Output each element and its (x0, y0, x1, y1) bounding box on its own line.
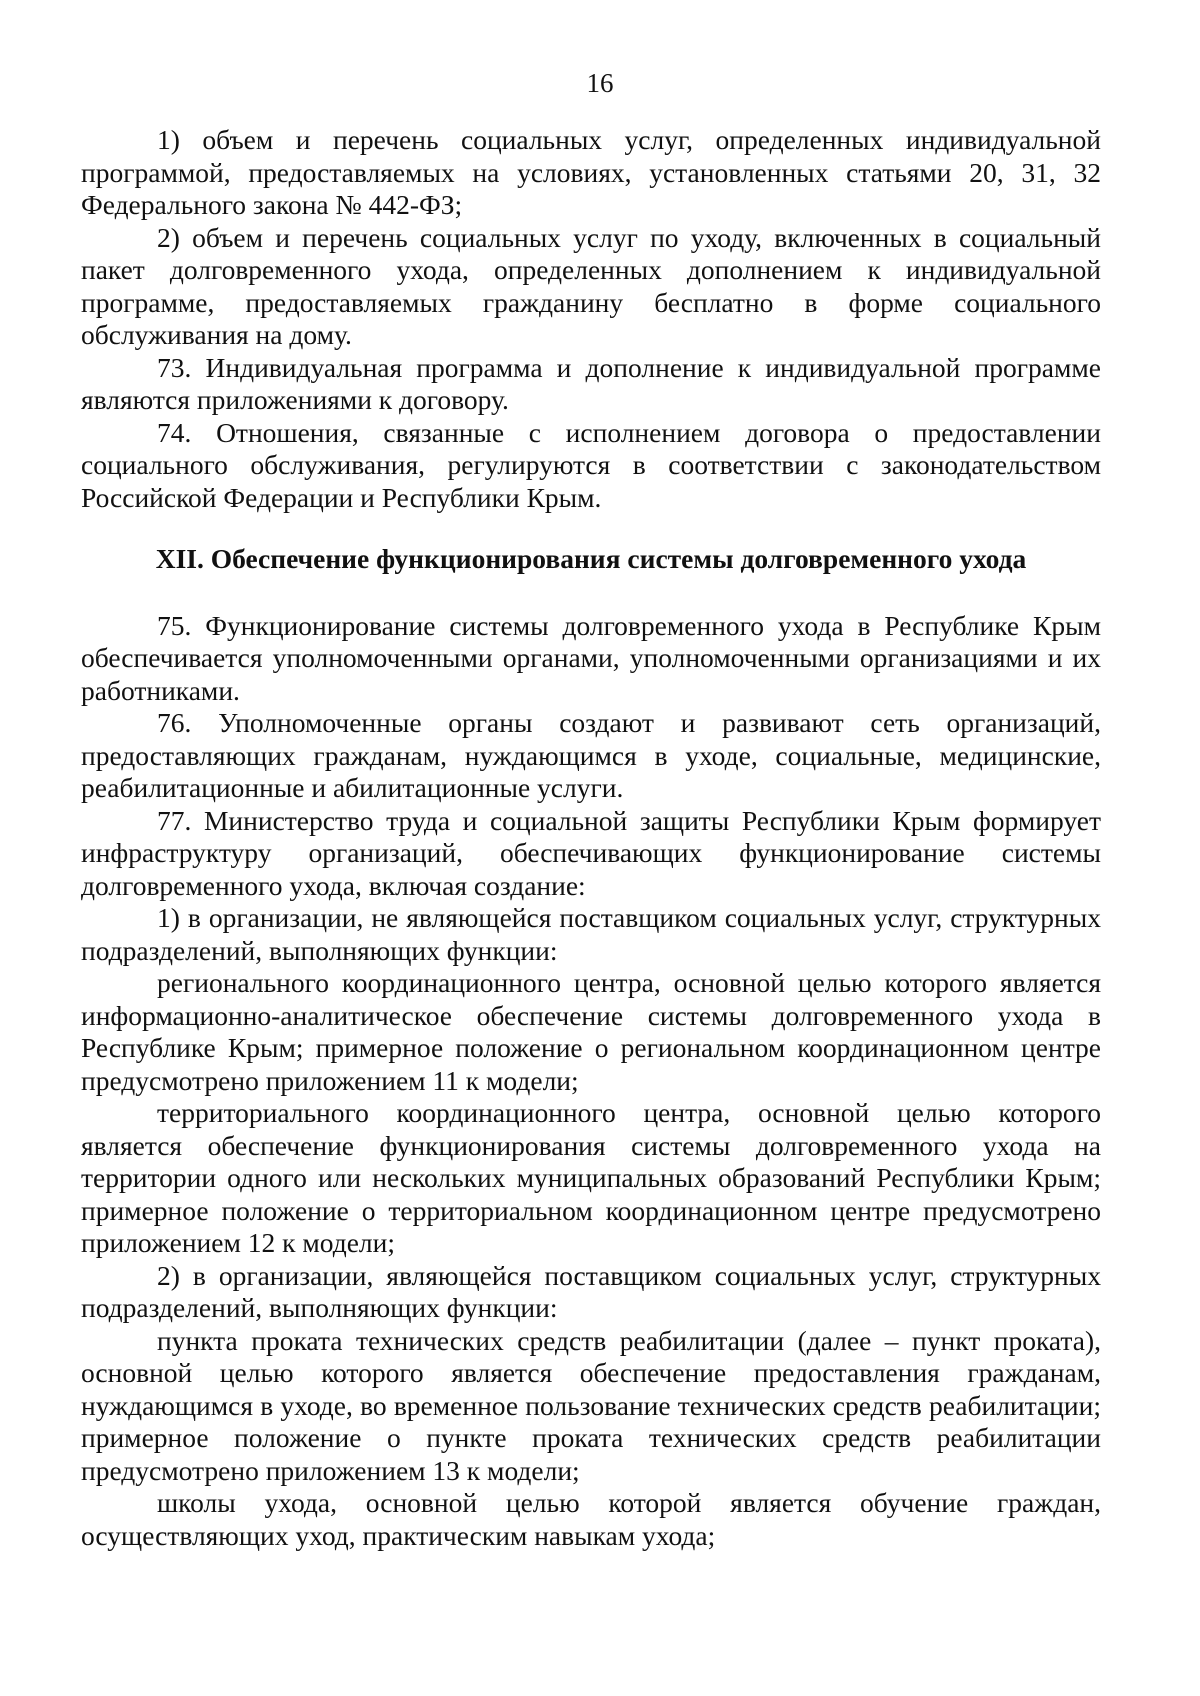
section-heading: XII. Обеспечение функционирования системы долговременного ухода (155, 543, 1027, 574)
paragraph-regional-center: регионального координационного центра, основной целью которого является информационно-аналитическое обеспечение системы долговременного ухода в Республике Крым; примерное положение о региональном координационном центре предусмотрено приложением 11 к модели; (81, 967, 1101, 1096)
page-number: 16 (586, 68, 614, 98)
paragraph-item-1: 1) объем и перечень социальных услуг, определенных индивидуальной программой, предоставляемых на условиях, установленных статьями 20, 31, 32 Федерального закона № 442-ФЗ; (81, 124, 1101, 220)
paragraph-77-item-2: 2) в организации, являющейся поставщиком социальных услуг, структурных подразделений, выполняющих функции: (81, 1259, 1101, 1323)
paragraph-care-school: школы ухода, основной целью которой является обучение граждан, осуществляющих уход, практическим навыкам ухода; (81, 1487, 1101, 1551)
document-body (81, 124, 1101, 1552)
paragraph-74: 74. Отношения, связанные с исполнением договора о предоставлении социального обслуживания, регулируются в соответствии с законодательством Российской Федерации и Республики Крым. (81, 416, 1101, 513)
paragraph-75: 75. Функционирование системы долговременного ухода в Республике Крым обеспечивается уполномоченными органами, уполномоченными организациями и их работниками. (81, 609, 1101, 706)
paragraph-76: 76. Уполномоченные органы создают и развивают сеть организаций, предоставляющих гражданам, нуждающимся в уходе, социальные, медицинские, реабилитационные и абилитационные услуги. (81, 707, 1101, 803)
paragraph-rental-point: пункта проката технических средств реабилитации (далее – пункт проката), основной целью которого является обеспечение предоставления гражданам, нуждающимся в уходе, во временное пользование технических средств реабилитации; примерное положение о пункте проката технических средств реабилитации предусмотрено приложением 13 к модели; (81, 1324, 1101, 1486)
paragraph-77-item-1: 1) в организации, не являющейся поставщиком социальных услуг, структурных подразделений, выполняющих функции: (81, 902, 1101, 966)
paragraph-73: 73. Индивидуальная программа и дополнение к индивидуальной программе являются приложениями к договору. (81, 351, 1101, 415)
paragraph-item-2: 2) объем и перечень социальных услуг по уходу, включенных в социальный пакет долговременного ухода, определенных дополнением к индивидуальной программе, предоставляемых гражданину бесплатно в форме социального обслуживания на дому. (81, 221, 1101, 350)
paragraph-77: 77. Министерство труда и социальной защиты Республики Крым формирует инфраструктуру организаций, обеспечивающих функционирование системы долговременного ухода, включая создание: (81, 804, 1101, 901)
paragraph-territorial-center: территориального координационного центра, основной целью которого является обеспечение функционирования системы долговременного ухода на территории одного или нескольких муниципальных образований Республики Крым; примерное положение о территориальном координационном центре предусмотрено приложением 12 к модели; (81, 1097, 1101, 1258)
